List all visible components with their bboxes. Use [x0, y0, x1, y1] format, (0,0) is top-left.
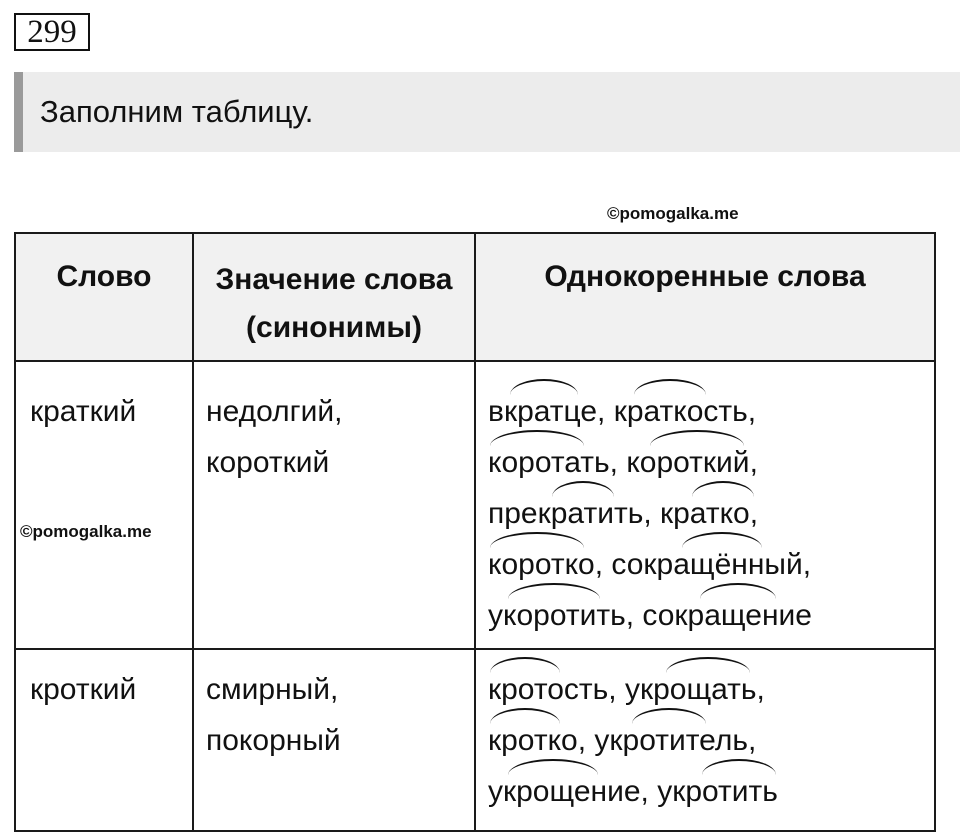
root-arc — [666, 657, 750, 673]
header-meaning-line1: Значение слова — [215, 263, 453, 296]
meaning-cell — [193, 649, 475, 831]
meaning-cell — [193, 361, 475, 649]
header-meaning — [193, 233, 475, 361]
header-related: Однокоренные слова — [475, 233, 935, 361]
meaning-line: покорный — [206, 724, 341, 757]
watermark-left: ©pomogalka.me — [20, 522, 152, 541]
meaning-line: короткий — [206, 446, 330, 479]
related-words-line: коротко, сокращённый, — [488, 539, 811, 590]
word-table — [14, 232, 936, 832]
root-arc — [510, 379, 578, 395]
word-cell: краткий — [15, 361, 193, 649]
root-arc — [634, 379, 706, 395]
related-words-cell — [475, 361, 935, 649]
root-arc — [490, 657, 560, 673]
related-words-line: вкратце, краткость, — [488, 386, 756, 437]
header-word: Слово — [15, 233, 193, 361]
word-cell: кроткий — [15, 649, 193, 831]
meaning-line: недолгий, — [206, 395, 343, 428]
related-words-line: кротость, укрощать, — [488, 664, 765, 715]
instruction-box — [14, 72, 960, 152]
exercise-number: 299 — [14, 13, 90, 51]
related-words-line: кротко, укротитель, — [488, 715, 756, 766]
header-meaning-line2: (синонимы) — [246, 311, 422, 344]
related-words-line: укрощение, укротить — [488, 766, 778, 817]
watermark-top: ©pomogalka.me — [607, 204, 739, 223]
related-words-line: прекратить, кратко, — [488, 488, 758, 539]
meaning-line: смирный, — [206, 673, 339, 706]
related-words-line: коротать, короткий, — [488, 437, 758, 488]
table-row — [15, 649, 935, 831]
related-words-line: укоротить, сокращение — [488, 590, 812, 641]
table-header-row — [15, 233, 935, 361]
related-words-cell — [475, 649, 935, 831]
instruction-text: Заполним таблицу. — [40, 94, 314, 129]
table-row — [15, 361, 935, 649]
